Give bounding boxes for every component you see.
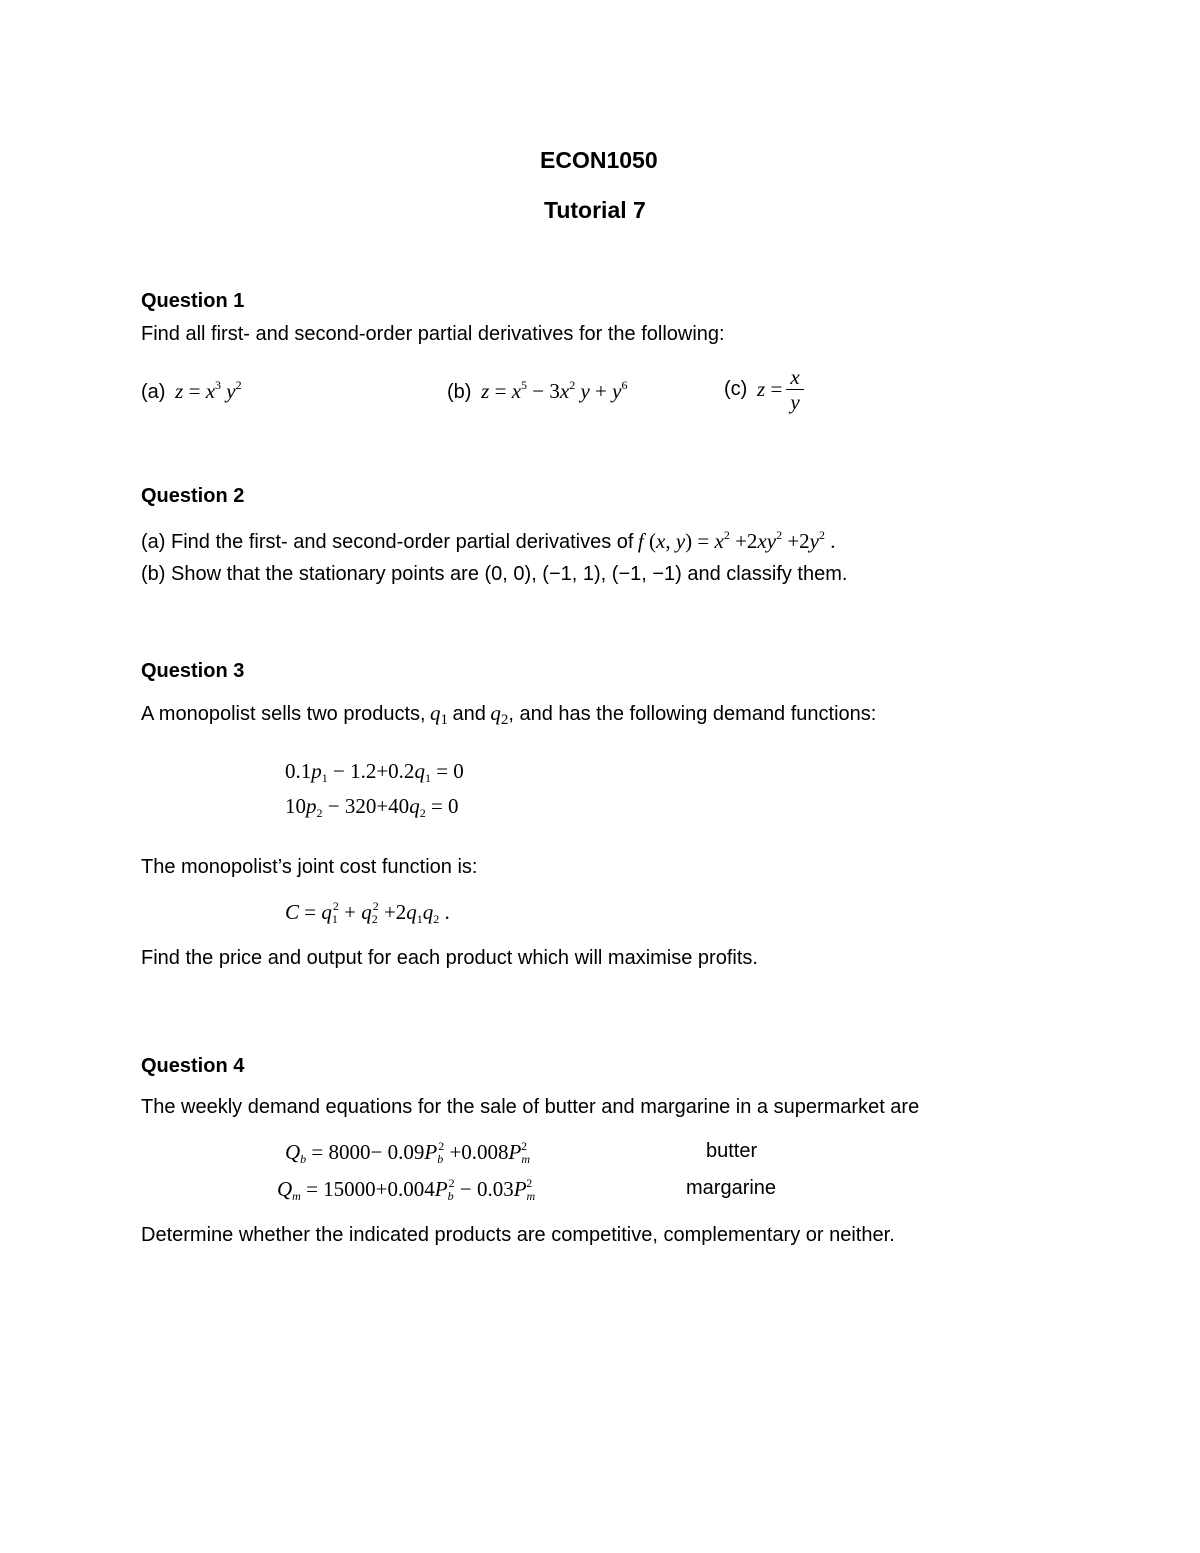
question-3-heading: Question 3: [141, 660, 245, 682]
demand-equation-1: $0.1p_1 - 1.2+0.2q_1 = 0$: [285, 759, 464, 785]
question-2-heading: Question 2: [141, 485, 245, 507]
question-2-part-b: (b) Show that the stationary points are (0, 0), (−1, 1), (−1, −1) and classify them.: [141, 563, 848, 585]
equation-1b: $z = x^5 - 3x^2$ $y + y^6$: [481, 378, 628, 403]
question-3-intro-part2: and: [452, 703, 486, 725]
course-code: ECON1050: [540, 147, 658, 173]
part-a-label: (a): [141, 381, 166, 403]
question-3-task: Find the price and output for each product which will maximise profits.: [141, 947, 758, 969]
question-3-intro: [141, 701, 876, 726]
question-1-heading: Question 1: [141, 290, 245, 312]
label-butter: butter: [706, 1140, 758, 1162]
symbol-q2: $q_2$: [490, 701, 509, 728]
equation-1c: z =: [757, 377, 783, 401]
margarine-demand-equation: $Q_m = 15000+0.004P_b^2 - 0.03P_m^2$: [277, 1176, 536, 1203]
part-b-label: (b): [447, 381, 472, 403]
question-4-task: Determine whether the indicated products are competitive, complementary or neither.: [141, 1224, 895, 1246]
tutorial-title: Tutorial 7: [544, 197, 646, 223]
equation-2a: f (x, $y) = x^2 +2xy^2 +2y^2$ .: [637, 528, 836, 553]
cost-function: $C = q_1^2 + q_2^2 +2q_1q_2$ .: [285, 899, 450, 926]
part-c-label: (c): [724, 378, 748, 400]
symbol-q1: $q_1$: [430, 701, 449, 728]
fraction-x-over-y: $\frac{x}{y}$: [786, 366, 803, 413]
equation-1a: $z = x^3$ $y^2$: [175, 378, 242, 403]
question-2-part-a-text: (a) Find the first- and second-order partial derivatives of: [141, 531, 634, 553]
question-3-cost-intro: The monopolist’s joint cost function is:: [141, 856, 478, 878]
demand-equation-2: $10p_2 - 320+40q_2 = 0$: [285, 794, 459, 820]
question-3-intro-part1: A monopolist sells two products,: [141, 703, 426, 725]
question-1-part-a: [141, 379, 242, 404]
question-1-part-b: [447, 379, 627, 404]
question-2-part-a: [141, 529, 836, 554]
question-1-part-c: [724, 366, 804, 413]
question-4-heading: Question 4: [141, 1055, 245, 1077]
butter-demand-equation: $Q_b = 8000- 0.09P_b^2 +0.008P_m^2$: [285, 1139, 531, 1166]
label-margarine: margarine: [686, 1177, 777, 1199]
question-4-intro: The weekly demand equations for the sale of butter and margarine in a supermarket are: [141, 1096, 920, 1118]
question-3-intro-part3: , and has the following demand functions:: [508, 703, 877, 725]
question-1-instruction: Find all first- and second-order partial derivatives for the following:: [141, 323, 725, 345]
